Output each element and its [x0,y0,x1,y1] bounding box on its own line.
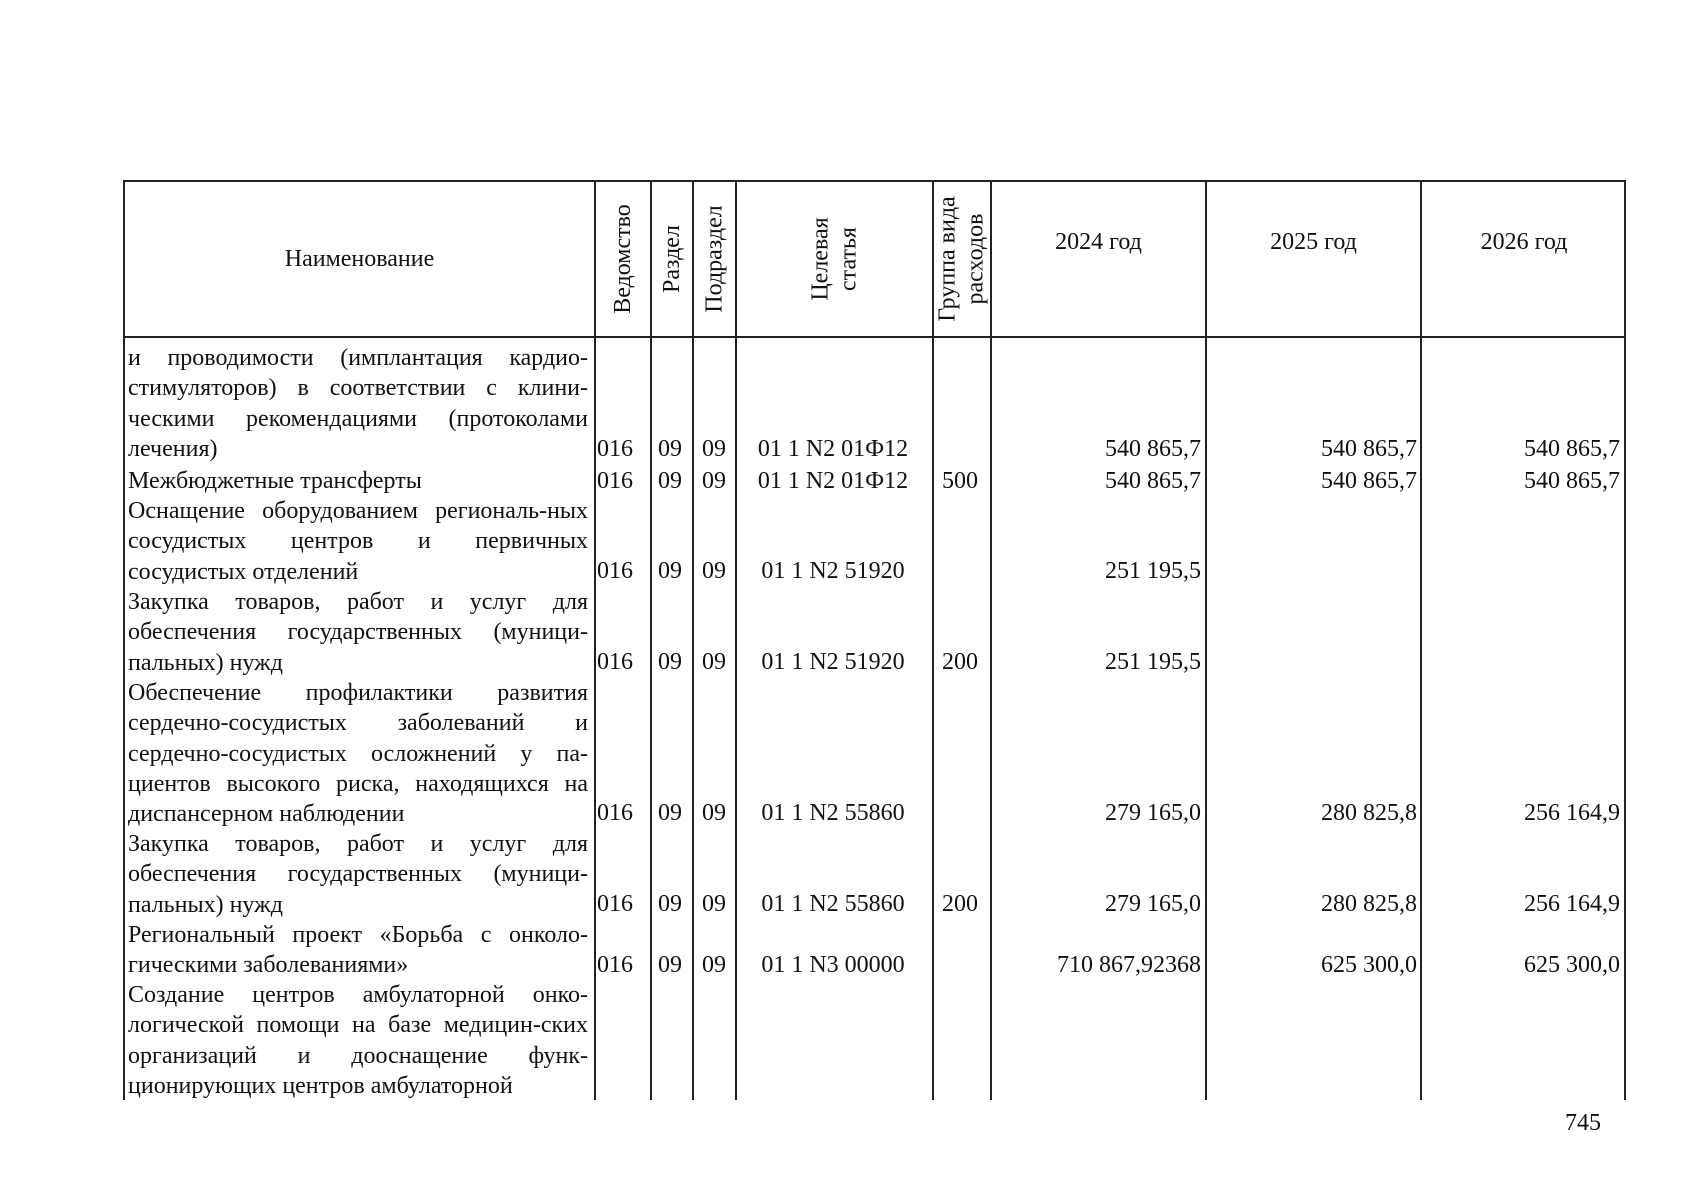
row-name: и проводимости (имплантация кардио-стимуляторов) в соответствии с клини-ческими рекомендациями (протоколами лечения) [128,345,588,462]
row-vedomstvo: 016 [597,468,633,494]
page-number: 745 [1565,1110,1601,1136]
header-celevaya-line1: Целевая [807,217,834,301]
row-celevaya: 01 1 N2 51920 [761,558,905,584]
row-2026: 256 164,9 [1524,800,1620,826]
row-2025: 540 865,7 [1321,468,1417,494]
header-2024-label: 2024 год [1055,229,1142,255]
row-2025: 540 865,7 [1321,436,1417,462]
row-razdel: 09 [658,649,682,675]
row-razdel: 09 [658,436,682,462]
row-celevaya: 01 1 N2 55860 [761,891,905,917]
row-gruppa: 200 [942,649,978,675]
row-name: Создание центров амбулаторной онко-логической помощи на базе медицин-ских организаций и дооснащение функ-ционирующих центров амбулаторной [128,982,588,1099]
row-2025: 280 825,8 [1321,800,1417,826]
row-2024: 251 195,5 [1105,558,1201,584]
row-vedomstvo: 016 [597,558,633,584]
header-gruppa [934,182,990,336]
row-celevaya: 01 1 N3 00000 [761,952,905,978]
header-gruppa-line1: Группа вида [935,196,961,322]
header-vedomstvo-label: Ведомство [610,204,636,314]
header-vedomstvo [596,182,650,336]
row-podrazdel: 09 [702,468,726,494]
row-name: Обеспечение профилактики развития сердечно-сосудистых заболеваний и сердечно-сосудистых осложнений у па-циентов высокого риска, находящихся на диспансерном наблюдении [128,680,588,828]
header-gruppa-label [934,196,990,321]
row-podrazdel: 09 [702,649,726,675]
header-2024 [992,182,1205,336]
row-2026: 256 164,9 [1524,891,1620,917]
header-gruppa-line2: расходов [963,213,989,305]
row-2024: 251 195,5 [1105,649,1201,675]
row-2024: 540 865,7 [1105,468,1201,494]
row-2025: 280 825,8 [1321,891,1417,917]
header-2026 [1422,182,1626,336]
row-2024: 279 165,0 [1105,800,1201,826]
row-razdel: 09 [658,891,682,917]
row-vedomstvo: 016 [597,891,633,917]
row-podrazdel: 09 [702,436,726,462]
row-2025: 625 300,0 [1321,952,1417,978]
row-vedomstvo: 016 [597,952,633,978]
header-divider [123,336,1626,338]
row-2026: 625 300,0 [1524,952,1620,978]
header-name [125,182,594,336]
row-name: Закупка товаров, работ и услуг для обеспечения государственных (муници-пальных) нужд [128,831,588,918]
row-vedomstvo: 016 [597,649,633,675]
row-name: Межбюджетные трансферты [128,468,422,494]
row-name: Оснащение оборудованием региональ-ных сосудистых центров и первичных сосудистых отделений [128,498,588,585]
row-2024: 279 165,0 [1105,891,1201,917]
row-podrazdel: 09 [702,952,726,978]
row-name: Закупка товаров, работ и услуг для обеспечения государственных (муници-пальных) нужд [128,589,588,676]
row-podrazdel: 09 [702,558,726,584]
row-razdel: 09 [658,558,682,584]
header-name-label: Наименование [284,246,435,272]
row-vedomstvo: 016 [597,436,633,462]
row-podrazdel: 09 [702,891,726,917]
row-razdel: 09 [658,468,682,494]
row-vedomstvo: 016 [597,800,633,826]
row-razdel: 09 [658,800,682,826]
row-2026: 540 865,7 [1524,468,1620,494]
row-name: Региональный проект «Борьба с онколо-гическими заболеваниями» [128,922,588,979]
row-celevaya: 01 1 N2 01Ф12 [757,468,909,494]
header-2025-label: 2025 год [1270,229,1357,255]
row-celevaya: 01 1 N2 51920 [761,649,905,675]
header-celevaya [737,182,932,336]
row-celevaya: 01 1 N2 55860 [761,800,905,826]
header-2025 [1207,182,1420,336]
header-razdel-label: Раздел [659,225,686,293]
row-celevaya: 01 1 N2 01Ф12 [757,436,909,462]
header-podrazdel [694,182,735,336]
header-celevaya-line2: статья [835,227,862,291]
row-podrazdel: 09 [702,800,726,826]
header-celevaya-label [806,217,862,300]
header-2026-label: 2026 год [1480,229,1568,255]
row-gruppa: 500 [942,468,978,494]
row-gruppa: 200 [942,891,978,917]
header-podrazdel-label: Подраздел [701,205,728,313]
row-2024: 710 867,92368 [1057,952,1201,978]
header-razdel [652,182,692,336]
row-2024: 540 865,7 [1105,436,1201,462]
row-razdel: 09 [658,952,682,978]
row-2026: 540 865,7 [1524,436,1620,462]
